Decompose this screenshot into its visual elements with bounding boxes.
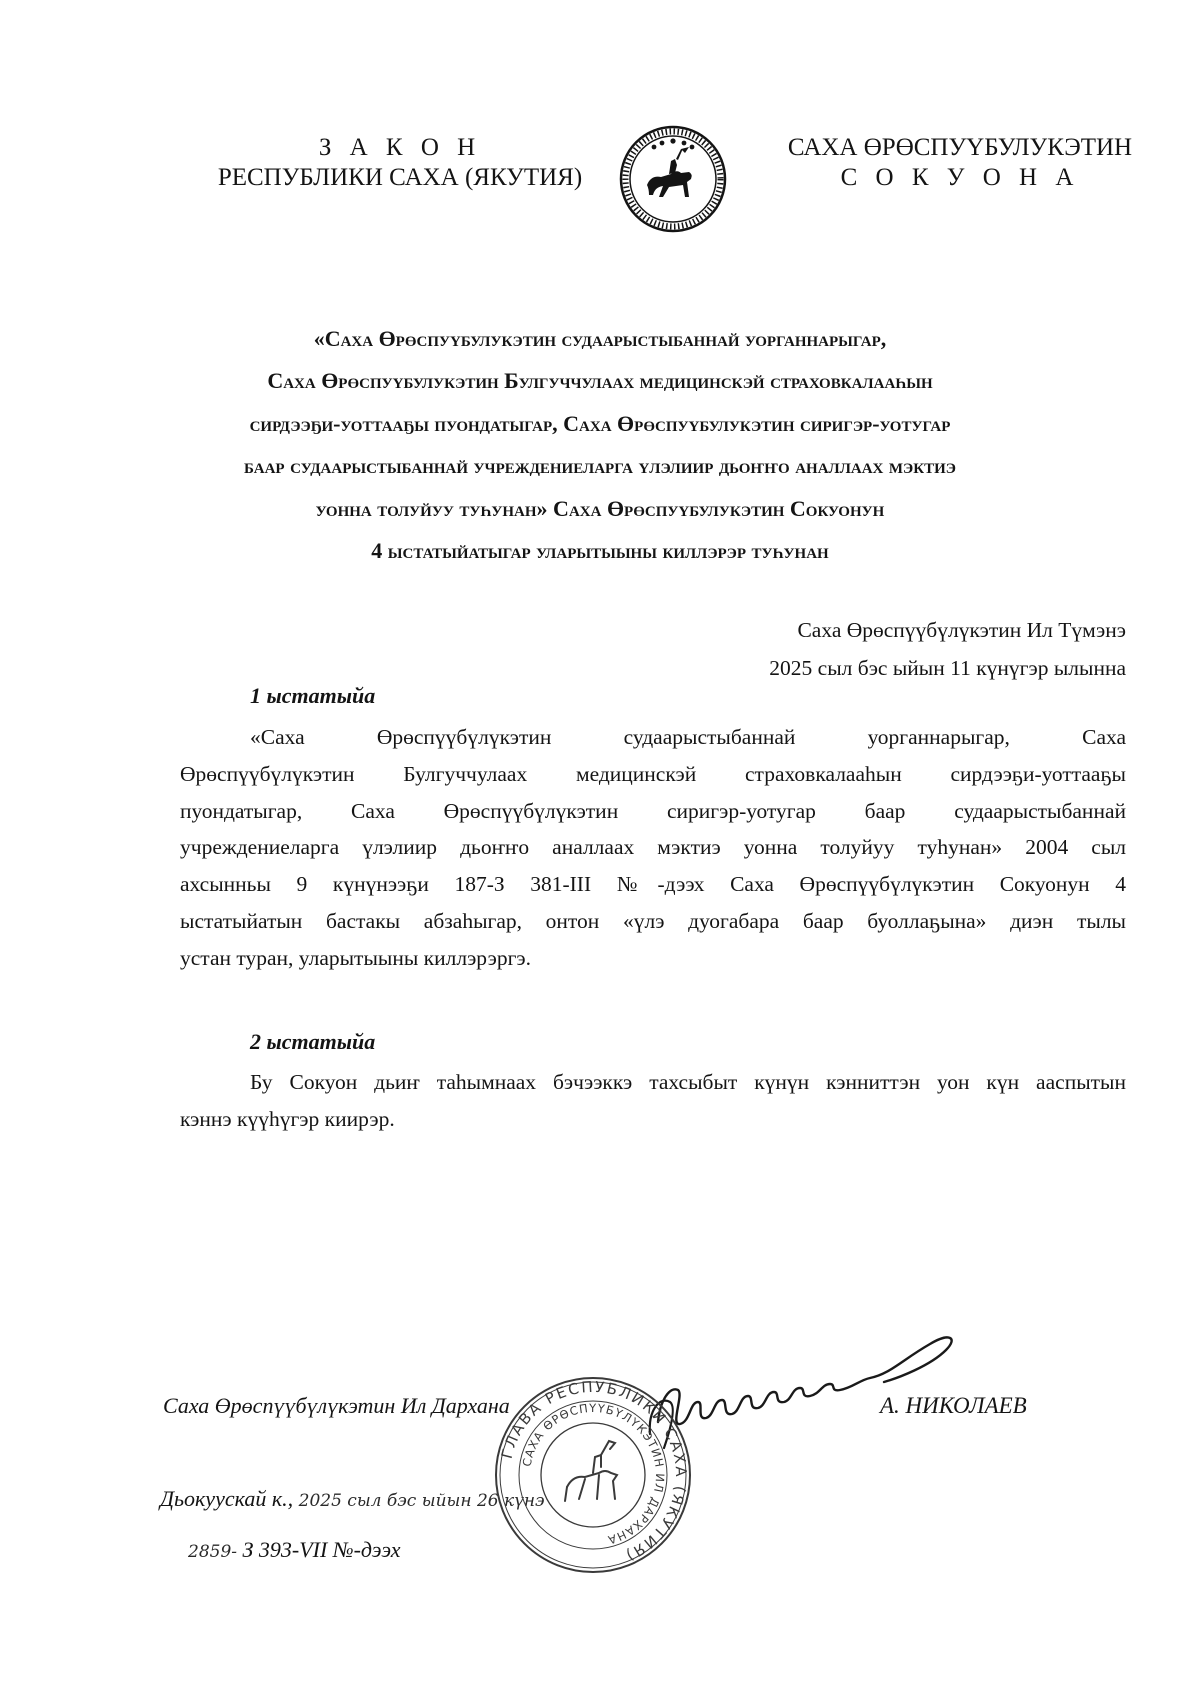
article-2-text	[180, 1064, 1126, 1138]
law-title	[120, 318, 1080, 572]
seal-horseman-icon	[565, 1441, 617, 1501]
sakha-emblem-icon	[619, 125, 727, 233]
title-line: Саха Өрөспуүбулукэтин Булгуччулаах медицинскэй страховкалааһын	[267, 368, 933, 394]
article-2-line: кэннэ күүһүгэр киирэр.	[180, 1106, 395, 1131]
article-1-line: учреждениеларга үлэлиир дьоҥҥо аналлаах мэктиэ уонна толуйуу туһунан» 2004 сыл	[180, 835, 1126, 860]
article-1-line: пуондатыгар, Саха Өрөспүүбүлүкэтин сиригэр-уотугар баар судаарыстыбаннай	[180, 798, 1126, 823]
official-seal	[493, 1375, 693, 1575]
article-1-line: ахсынньы 9 күнүнээҕи 187-З 381-III №-дээх Саха Өрөспүүбүлүкэтин Сокуонун 4	[180, 872, 1126, 897]
adoption-block	[426, 611, 1126, 687]
article-1-text	[180, 719, 1126, 977]
title-line: баар судаарыстыбаннай учреждениеларга үлэлиир дьоҥҥо аналлаах мэктиэ	[244, 453, 956, 479]
header-left-law: З А К О Н	[318, 134, 482, 161]
signature-position: Саха Өрөспүүбүлүкэтин Ил Дархана	[163, 1393, 510, 1418]
header-left	[200, 133, 600, 193]
signature-name: А. НИКОЛАЕВ	[880, 1393, 1027, 1418]
handwritten-signature	[640, 1330, 1040, 1450]
header-right	[760, 133, 1160, 193]
number-printed: З 393-VII №-дээх	[242, 1537, 401, 1562]
article-1-line: Өрөспүүбүлүкэтин Булгуччулаах медицинскэй страховкалааһын сирдээҕи-уоттааҕы	[180, 761, 1126, 786]
seal-inner-text: САХА ӨРӨСПҮҮБҮЛҮКЭТИН ИЛ ДАРХАНА	[519, 1400, 668, 1548]
header-right-law: С О К У О Н А	[840, 164, 1080, 191]
header-left-republic: РЕСПУБЛИКИ САХА (ЯКУТИЯ)	[217, 164, 583, 191]
title-line: «Саха Өрөспуүбулукэтин судаарыстыбаннай уорганнарыгар,	[313, 326, 887, 351]
article-1-line: ыстатыйатын бастакы абзаһыгар, онтон «үлэ дуогабара баар буоллаҕына» диэн тылы	[180, 908, 1126, 933]
article-2-line: Бу Сокуон дьиҥ таһымнаах бэчээккэ тахсыбыт күнүн кэнниттэн уон күн ааспытын	[250, 1070, 1126, 1094]
handwritten-date: 2025 сыл бэс ыйын 26 күнэ	[298, 1491, 545, 1511]
title-line: уонна толуйуу туһунан» Саха Өрөспуүбулукэтин Сокуонун	[315, 495, 885, 521]
header-right-republic: САХА ӨРӨСПУҮБУЛУКЭТИН	[787, 134, 1133, 161]
seal-outer-text: ГЛАВА РЕСПУБЛИКИ САХА (ЯКУТИЯ)	[497, 1377, 691, 1566]
handwritten-number: 2859-	[188, 1542, 238, 1562]
signature-number	[188, 1537, 400, 1563]
article-1-line: устан туран, уларытыыны киллэрэргэ.	[180, 945, 531, 970]
title-line: сирдээҕи-уоттааҕы пуондатыгар, Саха Өрөспуүбулукэтин сиригэр-уотугар	[249, 410, 951, 436]
adoption-date: 2025 сыл бэс ыйын 11 күнүгэр ылынна	[769, 656, 1126, 680]
place-prefix: Дьокуускай к.,	[160, 1486, 294, 1511]
adoption-body: Саха Өрөспүүбүлүкэтин Ил Түмэнэ	[797, 618, 1126, 642]
article-1-heading: 1 ыстатыйа	[250, 683, 376, 708]
signature-place-date	[160, 1486, 545, 1512]
article-1-line: «Саха Өрөспүүбүлүкэтин судаарыстыбаннай уорганнарыгар, Саха	[250, 725, 1126, 749]
article-2-heading: 2 ыстатыйа	[250, 1029, 376, 1054]
title-line: 4 ыстатыйатыгар уларытыыны киллэрэр туһунан	[371, 538, 829, 564]
